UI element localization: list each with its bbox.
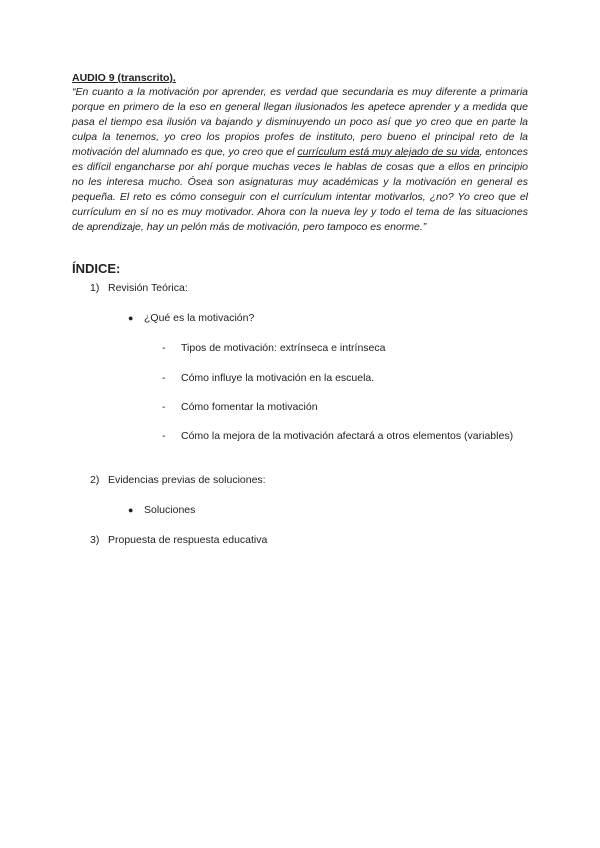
index-item-2-bullet-label: Soluciones (144, 504, 196, 516)
bullet-icon: ● (128, 313, 134, 323)
index-item-1-bullet (72, 311, 528, 325)
index-item-1-bullet-label: ¿Qué es la motivación? (144, 312, 255, 324)
bullet-icon: ● (128, 505, 134, 515)
index-item-3-number: 3) (90, 534, 100, 546)
index-title: ÍNDICE: (72, 261, 121, 276)
index-item-2-label: Evidencias previas de soluciones: (108, 474, 266, 486)
subitem-mejora-motivacion (72, 429, 528, 459)
index-item-2-bullet (72, 503, 528, 517)
dash-icon: - (162, 401, 166, 413)
dash-icon: - (162, 430, 166, 442)
index-item-1-label: Revisión Teórica: (108, 282, 188, 294)
subitem-label: Cómo la mejora de la motivación afectará a otros elementos (variables) (181, 430, 514, 442)
index-item-3-label: Propuesta de respuesta educativa (108, 534, 268, 546)
quote-text-part1: “En cuanto a la motivación por aprender, es verdad que secundaria es muy diferente a primaria porque en primero de la eso en general llegan ilusionados les apetece aprender y a medida que pasa el tiempo esa ilusión va bajando y disminuyendo un poco así que yo creo que en parte la culpa la tenemos, yo creo los propios profes de instituto, pero bueno el principal reto de la motivación del alumnado es que, yo creo que el (72, 86, 528, 158)
quote-text-part2: , entonces es difícil engancharse por ahí porque muchas veces le hablas de cosas que a ellos en principio no les interesa mucho. Ósea son asignaturas muy académicas y la motivación en general es pequeña. El reto es cómo conseguir con el currículum intentar motivarlos, ¿no? Yo creo que el currículum en sí no es muy motivador. Ahora con la nueva ley y todo el tema de las situaciones de aprendizaje, hay un pelón más de motivación, pero tampoco es enorme.” (72, 146, 529, 233)
document-page (72, 72, 528, 547)
subitem-label: Tipos de motivación: extrínseca e intrínseca (181, 342, 386, 354)
subitem-influye-escuela (72, 371, 528, 386)
subitem-label: Cómo influye la motivación en la escuela. (181, 372, 375, 384)
dash-icon: - (162, 342, 166, 354)
index-item-1 (72, 281, 528, 295)
index-item-2-number: 2) (90, 474, 100, 486)
index-item-1-number: 1) (90, 282, 100, 294)
audio-title: AUDIO 9 (transcrito). (72, 72, 176, 84)
quote-underlined-text: currículum está muy alejado de su vida (297, 146, 480, 158)
index-item-2 (72, 473, 528, 487)
index-item-3 (72, 533, 528, 547)
subitem-tipos-motivacion (72, 341, 528, 356)
audio-transcript-quote (72, 85, 528, 235)
subitem-fomentar-motivacion (72, 400, 528, 415)
subitem-label: Cómo fomentar la motivación (181, 401, 318, 413)
dash-icon: - (162, 372, 166, 384)
